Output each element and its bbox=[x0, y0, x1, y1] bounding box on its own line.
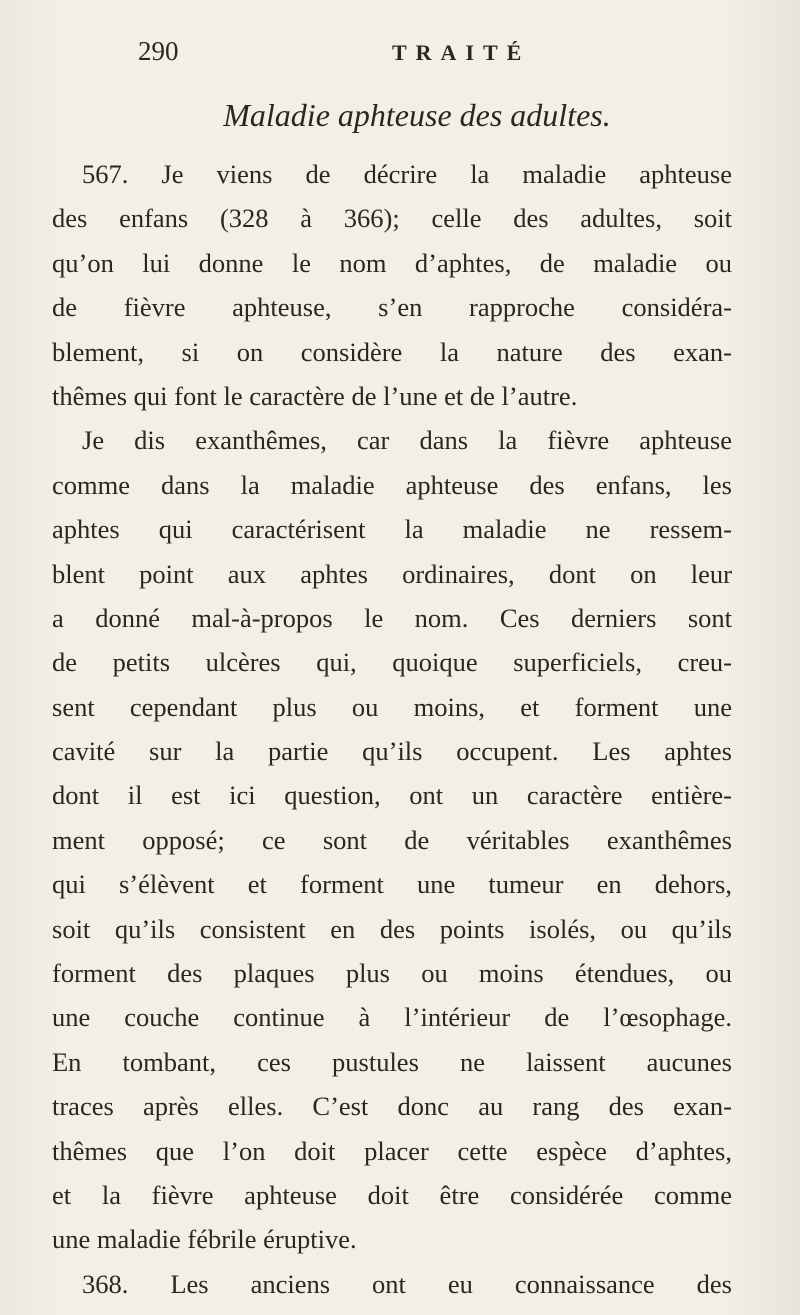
text-line: Je dis exanthêmes, car dans la fièvre aphteuse bbox=[82, 425, 732, 456]
text-line: une couche continue à l’intérieur de l’œsophage. bbox=[52, 1002, 732, 1033]
text-line: de petits ulcères qui, quoique superficiels, creu- bbox=[52, 647, 732, 678]
text-line: de fièvre aphteuse, s’en rapproche considéra- bbox=[52, 292, 732, 323]
body-text bbox=[52, 152, 732, 1306]
text-line: blement, si on considère la nature des exan- bbox=[52, 336, 732, 367]
text-line: 567. Je viens de décrire la maladie aphteuse bbox=[82, 159, 732, 189]
text-line: aphtes qui caractérisent la maladie ne ressem- bbox=[52, 514, 732, 545]
text-line: sent cependant plus ou moins, et forment une bbox=[52, 691, 732, 722]
text-line: a donné mal-à-propos le nom. Ces derniers sont bbox=[52, 602, 732, 633]
text-line: forment des plaques plus ou moins étendues, ou bbox=[52, 958, 732, 989]
section-title: Maladie aphteuse des adultes. bbox=[223, 97, 611, 133]
text-line: ment opposé; ce sont de véritables exanthêmes bbox=[52, 824, 732, 855]
text-line: dont il est ici question, ont un caractère entière- bbox=[52, 780, 732, 811]
page-header bbox=[138, 36, 658, 70]
text-line: thêmes qui font le caractère de l’une et de l’autre. bbox=[52, 380, 578, 411]
text-line: thêmes que l’on doit placer cette espèce d’aphtes, bbox=[52, 1135, 732, 1166]
text-line: et la fièvre aphteuse doit être considérée comme bbox=[52, 1179, 732, 1210]
text-line: traces après elles. C’est donc au rang des exan- bbox=[52, 1091, 732, 1122]
text-line: soit qu’ils consistent en des points isolés, ou qu’ils bbox=[52, 913, 732, 944]
text-line: En tombant, ces pustules ne laissent aucunes bbox=[52, 1046, 732, 1077]
page-number: 290 bbox=[138, 36, 179, 66]
text-line: une maladie fébrile éruptive. bbox=[52, 1224, 357, 1255]
text-line: qui s’élèvent et forment une tumeur en dehors, bbox=[52, 869, 732, 900]
text-line: comme dans la maladie aphteuse des enfans, les bbox=[52, 469, 732, 500]
running-head: TRAITÉ bbox=[392, 40, 531, 65]
text-line: cavité sur la partie qu’ils occupent. Les aphtes bbox=[52, 736, 732, 767]
text-line: blent point aux aphtes ordinaires, dont on leur bbox=[52, 558, 732, 589]
text-line: 368. Les anciens ont eu connaissance des bbox=[82, 1268, 732, 1299]
text-line: qu’on lui donne le nom d’aphtes, de maladie ou bbox=[52, 247, 732, 278]
text-line: des enfans (328 à 366); celle des adultes, soit bbox=[52, 203, 732, 234]
